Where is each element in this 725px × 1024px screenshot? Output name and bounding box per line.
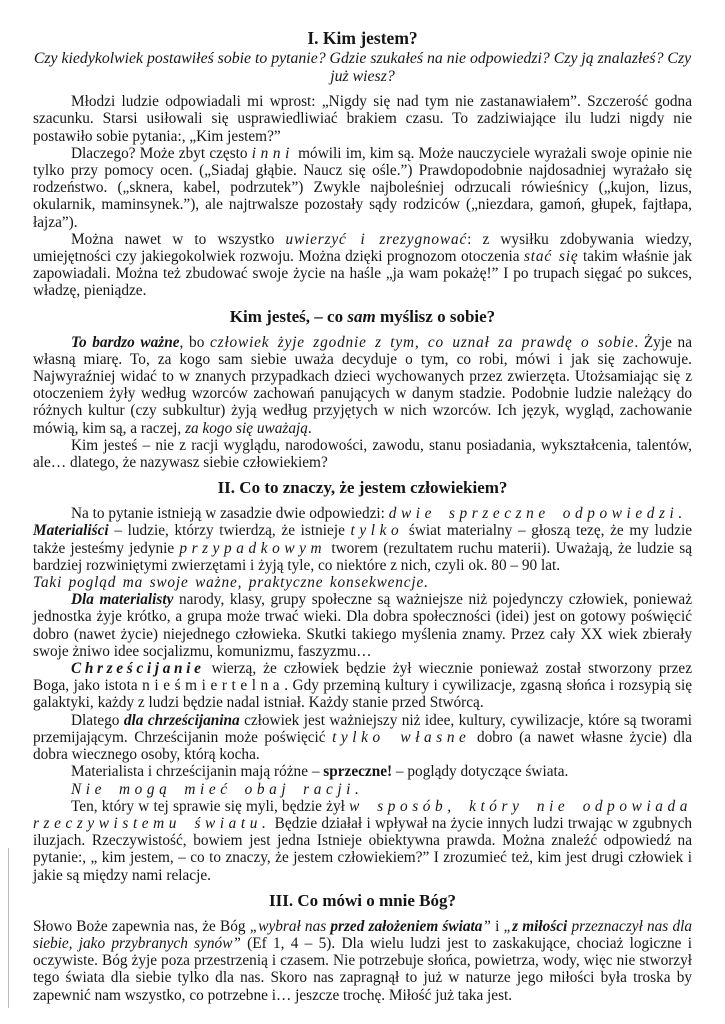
text-run: świat materialny – głoszą tezę, że my ludzie także jesteśmy jedynie <box>33 522 692 557</box>
paragraph <box>33 231 692 300</box>
section-heading <box>33 478 692 498</box>
text-run: inni <box>251 144 294 162</box>
text-run: takim właśnie jak zapowiadali. Można też zbudować swoje życie na haśle „ja wam pokażę!” I po trupach sięgać po sukces, władzę, pieniądze. <box>33 248 693 300</box>
paragraph <box>33 712 692 764</box>
document-subtitle <box>33 50 692 85</box>
section-heading <box>33 891 692 911</box>
text-run: sam <box>347 306 376 326</box>
text-run: , bo <box>179 333 211 351</box>
paragraph <box>33 763 692 780</box>
paragraph <box>33 522 692 574</box>
text-run: Dlatego <box>71 711 124 729</box>
text-run: Kim jesteś – nie z racji wyglądu, narodowości, zawodu, stanu posiadania, wykształcenia, talentów, ale… dlatego, że nazywasz siebie człowiekiem? <box>33 436 692 472</box>
document-content <box>33 28 692 1004</box>
text-run: „wybrał nas <box>249 917 331 935</box>
paragraph <box>33 591 692 660</box>
text-run: Ten, który w tej sprawie się myli, będzie żył <box>71 797 350 815</box>
text-run: Można nawet w to wszystko <box>71 230 286 248</box>
section-heading <box>33 307 692 327</box>
text-run: Materialiści <box>33 522 109 540</box>
text-run: przeznaczył nas dla siebie, jako przybranych synów” <box>33 917 692 952</box>
text-run: – ludzie, którzy twierdzą, że istnieje <box>108 522 351 540</box>
text-run: z miłości <box>512 917 568 935</box>
text-run: : z wysiłku zdobywania wiedzy, umiejętności czy jakiegokolwiek rozwoju. Można dzięki prognozom otoczenia <box>33 230 692 266</box>
paragraph <box>33 798 692 884</box>
text-run: – poglądy dotyczące świata. <box>392 763 569 781</box>
text-run: przed założeniem świata <box>330 917 483 935</box>
text-run: dla chrześcijanina <box>123 711 240 729</box>
document-title <box>33 28 692 49</box>
text-run: Dla materialisty <box>71 591 174 609</box>
text-run: sprzeczne! <box>323 763 393 781</box>
text-run: mówili im, kim są. Może nauczyciele wyrażali swoje opinie nie tylko przy pomocy ocen. („Siadaj głąbie. Naucz się ośle.”) Prawdopodobnie najdosadniej wyrażało się rodzeństwo. („sknera, kabel, podrzutek”) Zwykle najboleśniej odrzucali rówieśnicy („kujon, lizus, okularnik, maminsynek.”), ale najtrwalsze pozostały sądy rodziców („niezdara, gamoń, głupek, fajtłapa, łajza”). <box>33 144 692 231</box>
text-run: Młodzi ludzie odpowiadali mi wprost: „Nigdy się nad tym nie zastanawiałem”. Szczerość godna szacunku. Starsi usiłowali się usprawiedliwiać brakiem czasu. To zadziwiające ilu ludzi nigdy nie postawiło sobie pytania:, „Kim jestem?” <box>33 93 692 145</box>
text-run: tworem (rezultatem ruchu materii). Uważają, że ludzie są bardziej rozwiniętymi zwierzętami i żyją tyle, co niektóre z nich, czyli ok. 80 – 90 lat. <box>33 539 692 574</box>
paragraph <box>33 660 692 712</box>
text-run: Na to pytanie istnieją w zasadzie dwie odpowiedzi: <box>71 505 389 523</box>
paragraph <box>33 334 692 437</box>
text-run: III. Co mówi o mnie Bóg? <box>268 890 456 910</box>
text-run: narody, klasy, grupy społeczne są ważniejsze niż pojedynczy człowiek, ponieważ jednostka żyje krótko, a grupa może trwać wieki. Dla dobra społeczności (idei) jest on gotowy poświęcić dobro (nawet życie) niejednego człowieka. Skutki takiego myślenia znamy. Przez cały XX wiek zbierały swoje żniwo idee socjalizmu, komunizmu, faszyzmu… <box>33 591 692 660</box>
text-run: za kogo się uważają <box>185 419 308 437</box>
paragraph <box>33 145 692 231</box>
paragraph <box>33 781 692 798</box>
scan-artifact-line <box>8 848 9 1008</box>
paragraph <box>33 574 692 591</box>
text-run: Taki pogląd ma swoje ważne, praktyczne konsekwencje. <box>33 574 429 592</box>
text-run: . <box>307 419 312 437</box>
paragraph <box>33 93 692 145</box>
paragraph <box>33 918 692 1004</box>
text-run: . Żyje na własną miarę. To, za kogo sam siebie uważa decyduje o tym, co robi, mówi i jak się zachowuje. Najwyraźniej widać to w znanych przypadkach dzieci wychowanych przez zwierzęta. Utożsamiając się z otoczeniem żyły według wzorców zachowań panujących w danym stadzie. Podobnie ludzie należący do różnych kultur (czy subkultur) żyją według przyjętych w nich wzorców. Ich język, wygląd, zachowanie mówią, kim są, a raczej, <box>33 333 692 437</box>
text-run: Dlaczego? Może zbyt często <box>71 144 252 162</box>
text-run: Będzie działał i wpływał na życie innych ludzi trwając w zgubnych iluzjach. Rzeczywistość, bowiem jest jedna Istnieje obiektywna prawda. Można znaleźć odpowiedź na pytanie:, „ kim jestem, – co to znaczy, że jestem człowiekiem?” I zrozumieć też, kim jest drugi człowiek i jakie są między nami relacje. <box>33 814 693 884</box>
text-run: stać się <box>523 248 579 266</box>
text-run: „ <box>503 917 513 935</box>
text-run: (Ef 1, 4 – 5). Dla wielu ludzi jest to zaskakujące, chociaż logiczne i oczywiste. Bóg żyje poza przestrzenią i czasem. Nie potrzebuje słońca, powietrza, wody, więc nie stworzył tego świata dla siebie tylko dla nas. Skoro nas zapragnął to już w naturze jego miłości była troska by zapewnić nam wszystko, co potrzebne i… jeszcze trochę. Miłość już taka jest. <box>33 934 692 1004</box>
text-run: . Gdy przeminą kultury i cywilizacje, zgasną słońca i rozsypią się galaktyki, każdy z ludzi będzie nadal istniał. Każdy stanie przed Stwórcą. <box>33 677 692 712</box>
text-run: Słowo Boże zapewnia nas, że Bóg <box>33 917 250 935</box>
text-run: To bardzo ważne <box>71 333 180 351</box>
text-run: ” <box>482 917 491 935</box>
text-run: I. Kim jestem? <box>307 28 418 48</box>
text-run: myślisz o sobie? <box>375 306 496 326</box>
text-run: w sposób, który nie odpowiada rzeczywistemu światu. <box>33 797 692 832</box>
text-run: dwie sprzeczne odpowiedzi. <box>388 505 687 523</box>
text-run: człowiek jest ważniejszy niż idee, kultury, cywilizacje, które są tworami przemijającym. Chrześcijanin może poświęcić <box>33 711 692 746</box>
text-run: Materialista i chrześcijanin mają różne – <box>71 763 324 781</box>
text-run: wierzą, że człowiek będzie żył wiecznie ponieważ został stworzony przez Boga, jako istota <box>33 660 692 695</box>
text-run: przypadkowym <box>179 539 327 557</box>
text-run: tylko własne <box>332 728 471 746</box>
paragraph <box>33 437 692 471</box>
text-run: i <box>490 917 504 935</box>
text-run: Kim jesteś, – co <box>229 306 348 326</box>
text-run: uwierzyć i zrezygnować <box>285 230 468 248</box>
text-run: nieśmiertelna <box>142 677 285 695</box>
paragraph <box>33 505 692 522</box>
text-run: Nie mogą mieć obaj racji. <box>71 780 364 798</box>
text-run: Czy kiedykolwiek postawiłeś sobie to pytanie? Gdzie szukałeś na nie odpowiedzi? Czy ją znalazłeś? Czy już wiesz? <box>33 50 692 85</box>
text-run: Chrześcijanie <box>71 660 205 678</box>
text-run: człowiek żyje zgodnie z tym, co uznał za prawdę o sobie <box>210 333 635 351</box>
text-run: dobro (a nawet własne życie) dla dobra wiecznego osoby, którą kocha. <box>33 728 693 764</box>
text-run: tylko <box>350 522 404 540</box>
text-run: II. Co to znaczy, że jestem człowiekiem? <box>217 478 508 498</box>
